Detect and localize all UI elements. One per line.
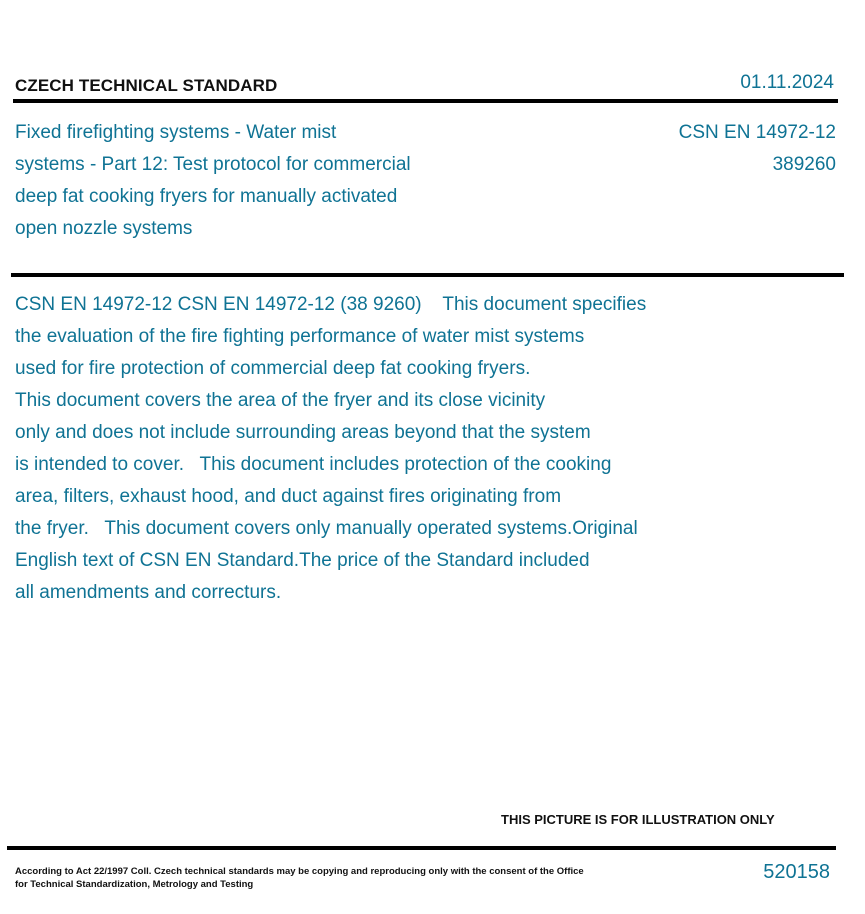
abstract-line: CSN EN 14972-12 CSN EN 14972-12 (38 9260) This document specifies (15, 294, 647, 315)
abstract-line: only and does not include surrounding areas beyond that the system (15, 422, 591, 443)
class-number: 389260 (772, 154, 836, 175)
document-title (15, 117, 485, 245)
publication-date: 01.11.2024 (740, 72, 834, 93)
legal-notice-line: According to Act 22/1997 Coll. Czech technical standards may be copying and reproducing only with the consent of the Office (15, 866, 584, 877)
title-rule (11, 273, 844, 277)
footer-rule (7, 846, 836, 850)
abstract-line: English text of CSN EN Standard.The price of the Standard included (15, 550, 590, 571)
abstract-line: used for fire protection of commercial deep fat cooking fryers. (15, 358, 531, 379)
legal-notice (15, 865, 584, 891)
title-line: deep fat cooking fryers for manually activated (15, 186, 398, 207)
abstract-line: is intended to cover. This document includes protection of the cooking (15, 454, 612, 475)
header-rule (13, 99, 838, 103)
abstract-line: the evaluation of the fire fighting performance of water mist systems (15, 326, 585, 347)
document-abstract (15, 289, 755, 609)
abstract-line: area, filters, exhaust hood, and duct against fires originating from (15, 486, 562, 507)
illustration-notice: THIS PICTURE IS FOR ILLUSTRATION ONLY (501, 812, 775, 827)
abstract-line: This document covers the area of the fryer and its close vicinity (15, 390, 546, 411)
standard-code: CSN EN 14972-12 (678, 122, 836, 143)
legal-notice-line: for Technical Standardization, Metrology and Testing (15, 879, 254, 890)
document-number: 520158 (763, 861, 830, 883)
title-line: systems - Part 12: Test protocol for commercial (15, 154, 411, 175)
abstract-line: all amendments and correcturs. (15, 582, 282, 603)
standard-type-heading: CZECH TECHNICAL STANDARD (15, 76, 278, 95)
title-line: Fixed firefighting systems - Water mist (15, 122, 337, 143)
abstract-line: the fryer. This document covers only manually operated systems.Original (15, 518, 638, 539)
title-line: open nozzle systems (15, 218, 193, 239)
standard-identifiers (679, 117, 836, 181)
